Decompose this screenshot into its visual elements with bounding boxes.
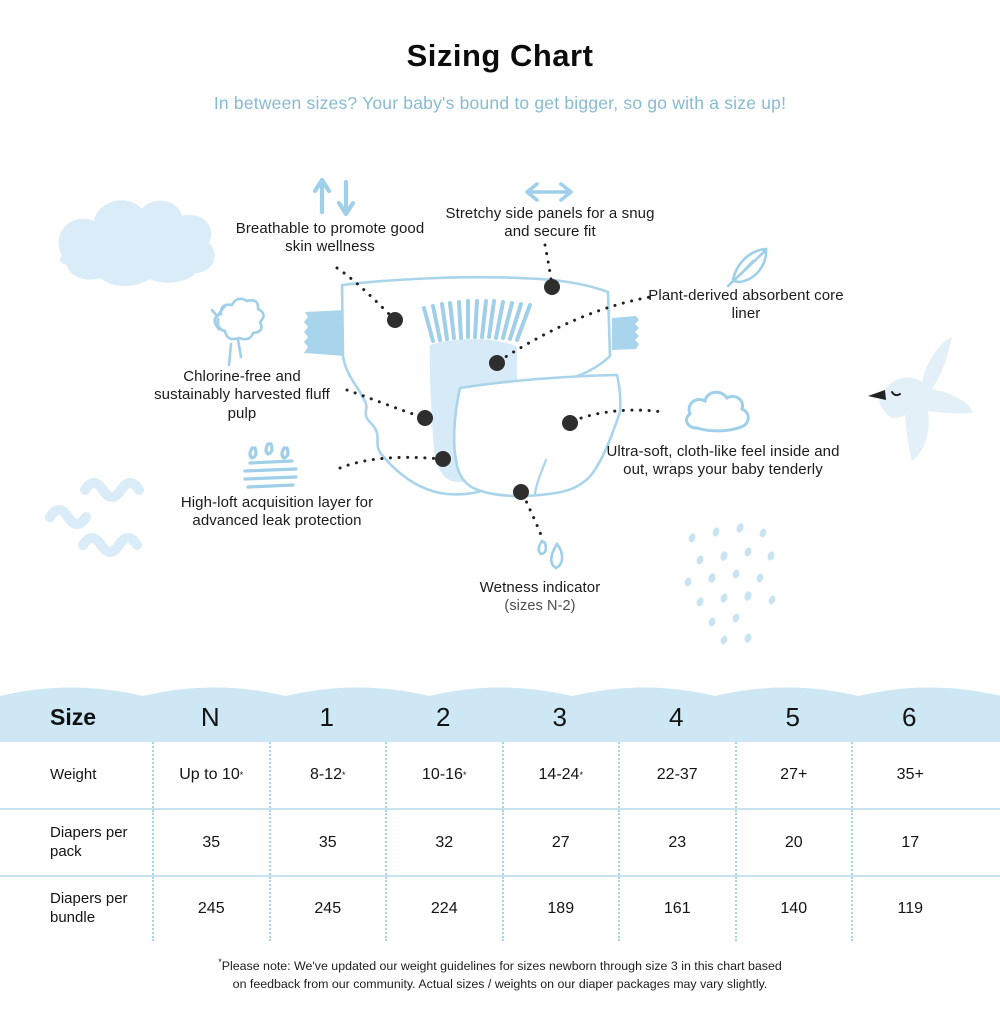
bundle-n: 245 xyxy=(152,877,269,941)
column-header-3: 3 xyxy=(552,701,567,732)
column-header-n: N xyxy=(200,701,220,732)
weight-3: 14-24 * xyxy=(502,742,619,808)
table-row-per-bundle xyxy=(0,875,1000,941)
row-label-per-pack: Diapers per pack xyxy=(50,823,128,860)
bundle-6: 119 xyxy=(851,877,968,941)
pack-6: 17 xyxy=(851,810,968,875)
weight-2: 10-16 * xyxy=(385,742,502,808)
row-label-per-bundle: Diapers per bundle xyxy=(50,890,128,926)
pack-2: 32 xyxy=(385,810,502,875)
callout-plant: Plant-derived absorbent core liner xyxy=(648,287,844,323)
droplets-icon xyxy=(539,541,562,568)
page-title: Sizing Chart xyxy=(406,38,594,73)
callout-breathable: Breathable to promote good skin wellness xyxy=(235,220,425,256)
table-header-row xyxy=(0,676,1000,742)
up-down-arrows-icon xyxy=(315,180,353,214)
bundle-2: 224 xyxy=(385,877,502,941)
callout-stretchy: Stretchy side panels for a snug and secure fit xyxy=(445,205,655,241)
bird-illustration xyxy=(868,337,973,461)
row-label-weight: Weight xyxy=(50,765,97,783)
weight-4: 22-37 xyxy=(618,742,735,808)
footnote-line-1: *Please note: We've updated our weight guidelines for sizes newborn through size 3 in this chart based xyxy=(218,956,782,973)
callout-wetness-sub: (sizes N-2) xyxy=(504,598,576,614)
leaf-icon xyxy=(728,249,766,286)
bundle-5: 140 xyxy=(735,877,852,941)
column-header-1: 1 xyxy=(319,701,334,732)
column-header-4: 4 xyxy=(669,701,684,732)
pack-4: 23 xyxy=(618,810,735,875)
absorbent-layers-icon xyxy=(245,444,296,487)
left-right-arrow-icon xyxy=(527,184,571,200)
diaper-front-panel xyxy=(454,375,620,496)
callout-highloft: High-loft acquisition layer for advanced leak protection xyxy=(180,494,374,530)
table-row-weight xyxy=(0,742,1000,808)
column-header-2: 2 xyxy=(436,701,451,732)
bundle-4: 161 xyxy=(618,877,735,941)
weight-6: 35+ xyxy=(851,742,968,808)
weight-n: Up to 10 * xyxy=(152,742,269,808)
bundle-1: 245 xyxy=(269,877,386,941)
cloud-illustration xyxy=(59,200,215,286)
page-subtitle: In between sizes? Your baby's bound to get bigger, so go with a size up! xyxy=(213,93,787,113)
weight-1: 8-12 * xyxy=(269,742,386,808)
cloud-outline-icon xyxy=(686,392,748,431)
table-body xyxy=(0,742,1000,941)
rain-dots-illustration xyxy=(684,522,777,645)
column-header-6: 6 xyxy=(902,701,917,732)
waves-illustration xyxy=(50,483,139,552)
column-header-5: 5 xyxy=(785,701,800,732)
bundle-3: 189 xyxy=(502,877,619,941)
callout-chlorine: Chlorine-free and sustainably harvested fluff pulp xyxy=(154,368,330,422)
footnote xyxy=(150,958,850,994)
footnote-line-2: on feedback from our community. Actual sizes / weights on our diaper packages may vary slightly. xyxy=(232,976,768,991)
pack-1: 35 xyxy=(269,810,386,875)
size-header: Size xyxy=(50,703,97,730)
weight-5: 27+ xyxy=(735,742,852,808)
pack-n: 35 xyxy=(152,810,269,875)
pack-3: 27 xyxy=(502,810,619,875)
callout-wetness: Wetness indicator xyxy=(479,579,601,596)
tree-icon xyxy=(212,299,264,365)
callout-ultrasoft: Ultra-soft, cloth-like feel inside and out, wraps your baby tenderly xyxy=(606,443,840,479)
pack-5: 20 xyxy=(735,810,852,875)
table-row-per-pack xyxy=(0,808,1000,875)
